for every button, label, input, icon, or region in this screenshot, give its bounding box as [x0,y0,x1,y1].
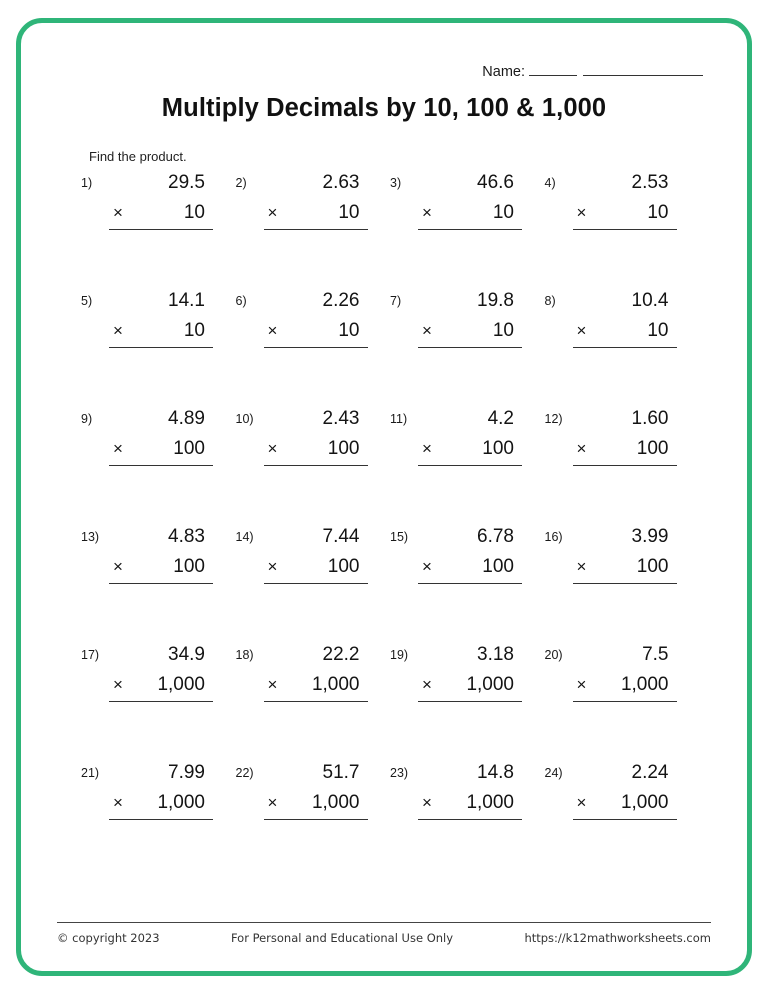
operand-bottom-row [264,436,368,462]
answer-rule[interactable] [264,819,368,820]
footer-divider [57,922,711,923]
operand-bottom: 10 [647,320,669,341]
answer-rule[interactable] [264,465,368,466]
problem-number: 23) [390,766,409,780]
problem-stack [109,288,213,348]
operand-bottom-row [109,318,213,344]
problem-number: 22) [235,766,254,780]
operand-bottom: 1,000 [311,792,360,813]
multiply-icon: × [267,793,278,812]
problem-number: 21) [81,766,100,780]
problem-item [230,288,385,406]
multiply-icon: × [267,675,278,694]
copyright-text: © copyright 2023 [57,931,160,945]
problem-item [539,406,694,524]
answer-rule[interactable] [573,583,677,584]
source-url[interactable]: https://k12mathworksheets.com [524,931,711,945]
multiply-icon: × [576,793,587,812]
operand-bottom-row [418,436,522,462]
problem-item [539,288,694,406]
multiply-icon: × [576,557,587,576]
problem-item [384,524,539,642]
problem-number: 17) [81,648,100,662]
name-blank-second[interactable] [583,63,703,76]
answer-rule[interactable] [109,583,213,584]
problem-stack [418,760,522,820]
multiply-icon: × [267,439,278,458]
problem-item [75,760,230,878]
operand-bottom: 1,000 [620,792,669,813]
operand-top: 7.44 [322,526,360,547]
answer-rule[interactable] [573,229,677,230]
operand-top: 51.7 [322,762,360,783]
operand-bottom: 100 [327,438,360,459]
operand-bottom-row [109,554,213,580]
operand-bottom-row [573,436,677,462]
operand-top: 7.5 [642,644,669,665]
usage-text: For Personal and Educational Use Only [230,931,454,945]
problem-stack [109,642,213,702]
multiply-icon: × [113,439,123,458]
problem-stack [573,642,677,702]
operand-bottom-row [264,318,368,344]
operand-bottom: 10 [492,320,514,341]
problem-stack [573,288,677,348]
problem-number: 20) [544,648,563,662]
problem-stack [264,288,368,348]
problem-item [230,524,385,642]
problem-stack [264,406,368,466]
operand-bottom: 100 [636,556,669,577]
operand-bottom-row [264,200,368,226]
problem-number: 7) [390,294,402,308]
operand-bottom-row [573,318,677,344]
operand-bottom-row [264,554,368,580]
operand-bottom-row [418,790,522,816]
problem-number: 19) [390,648,409,662]
problem-item [75,288,230,406]
operand-bottom: 1,000 [620,674,669,695]
problem-item [539,642,694,760]
problem-number: 14) [235,530,254,544]
problem-number: 4) [544,176,556,190]
multiply-icon: × [422,557,432,576]
answer-rule[interactable] [109,819,213,820]
name-blank-first[interactable] [529,63,577,76]
problem-number: 6) [235,294,247,308]
multiply-icon: × [267,321,278,340]
answer-rule[interactable] [573,347,677,348]
operand-bottom-row [573,554,677,580]
multiply-icon: × [422,203,432,222]
answer-rule[interactable] [418,465,522,466]
operand-top: 7.99 [168,762,205,783]
operand-bottom-row [264,672,368,698]
answer-rule[interactable] [264,229,368,230]
answer-rule[interactable] [109,465,213,466]
problem-item [75,406,230,524]
answer-rule[interactable] [418,701,522,702]
operand-top: 19.8 [477,290,514,311]
problem-stack [418,642,522,702]
problem-item [230,406,385,524]
problem-stack [573,760,677,820]
operand-bottom-row [573,672,677,698]
operand-top: 4.89 [168,408,205,429]
name-label: Name: [482,64,525,80]
operand-top: 2.53 [631,172,669,193]
problem-stack [418,288,522,348]
problem-item [384,760,539,878]
operand-top: 4.2 [487,408,514,429]
problem-stack [109,524,213,584]
answer-rule[interactable] [573,819,677,820]
problem-stack [109,406,213,466]
problem-stack [573,170,677,230]
operand-bottom: 1,000 [311,674,360,695]
problem-item [75,170,230,288]
operand-bottom-row [418,672,522,698]
problem-stack [573,524,677,584]
operand-bottom-row [418,318,522,344]
multiply-icon: × [113,793,123,812]
problem-number: 24) [544,766,563,780]
operand-bottom-row [573,200,677,226]
operand-bottom-row [264,790,368,816]
operand-top: 34.9 [168,644,205,665]
operand-bottom-row [109,200,213,226]
operand-top: 14.8 [477,762,514,783]
problem-item [539,170,694,288]
problem-grid [75,170,693,878]
answer-rule[interactable] [573,701,677,702]
problem-number: 8) [544,294,556,308]
problem-item [384,170,539,288]
problem-number: 15) [390,530,409,544]
operand-bottom-row [418,200,522,226]
problem-number: 16) [544,530,563,544]
operand-top: 2.24 [631,762,669,783]
worksheet-border [16,18,752,976]
operand-bottom: 10 [338,320,360,341]
multiply-icon: × [422,793,432,812]
problem-item [384,642,539,760]
problem-item [384,288,539,406]
operand-bottom-row [109,790,213,816]
problem-stack [418,524,522,584]
operand-bottom: 100 [482,438,514,459]
operand-bottom: 100 [636,438,669,459]
multiply-icon: × [422,321,432,340]
multiply-icon: × [422,675,432,694]
problem-item [230,642,385,760]
operand-bottom: 100 [173,556,205,577]
problem-number: 13) [81,530,100,544]
problem-item [539,760,694,878]
multiply-icon: × [267,557,278,576]
operand-bottom: 100 [327,556,360,577]
problem-stack [109,170,213,230]
problem-stack [418,406,522,466]
operand-top: 2.43 [322,408,360,429]
problem-number: 11) [390,412,408,426]
problem-number: 10) [235,412,254,426]
answer-rule[interactable] [418,819,522,820]
operand-top: 14.1 [168,290,205,311]
page-title: Multiply Decimals by 10, 100 & 1,000 [161,94,607,122]
operand-bottom-row [418,554,522,580]
problem-stack [418,170,522,230]
multiply-icon: × [422,439,432,458]
problem-item [230,760,385,878]
problem-number: 9) [81,412,93,426]
operand-bottom-row [109,436,213,462]
operand-top: 1.60 [631,408,669,429]
operand-bottom: 10 [492,202,514,223]
multiply-icon: × [576,439,587,458]
problem-number: 18) [235,648,254,662]
problem-stack [573,406,677,466]
operand-top: 3.18 [477,644,514,665]
operand-top: 22.2 [322,644,360,665]
operand-top: 29.5 [168,172,205,193]
operand-bottom: 1,000 [157,674,205,695]
answer-rule[interactable] [418,347,522,348]
problem-stack [109,760,213,820]
operand-top: 10.4 [631,290,669,311]
instruction-text: Find the product. [89,149,187,164]
problem-number: 12) [544,412,563,426]
operand-bottom: 1,000 [466,792,514,813]
operand-top: 4.83 [168,526,205,547]
operand-bottom: 10 [183,202,205,223]
problem-item [230,170,385,288]
problem-number: 5) [81,294,93,308]
answer-rule[interactable] [418,583,522,584]
problem-stack [264,170,368,230]
answer-rule[interactable] [109,229,213,230]
answer-rule[interactable] [264,701,368,702]
problem-item [384,406,539,524]
problem-item [75,642,230,760]
answer-rule[interactable] [109,701,213,702]
operand-bottom: 10 [647,202,669,223]
operand-bottom: 1,000 [157,792,205,813]
problem-number: 3) [390,176,402,190]
multiply-icon: × [113,675,123,694]
operand-top: 3.99 [631,526,669,547]
multiply-icon: × [576,675,587,694]
answer-rule[interactable] [573,465,677,466]
operand-bottom-row [109,672,213,698]
problem-item [75,524,230,642]
operand-bottom-row [573,790,677,816]
operand-bottom: 100 [482,556,514,577]
operand-bottom: 1,000 [466,674,514,695]
operand-bottom: 100 [173,438,205,459]
operand-bottom: 10 [338,202,360,223]
footer-row [57,931,711,945]
operand-top: 46.6 [477,172,514,193]
operand-bottom: 10 [183,320,205,341]
answer-rule[interactable] [264,583,368,584]
answer-rule[interactable] [418,229,522,230]
multiply-icon: × [576,321,587,340]
operand-top: 2.26 [322,290,360,311]
multiply-icon: × [576,203,587,222]
problem-stack [264,524,368,584]
footer [57,922,711,945]
problem-item [539,524,694,642]
answer-rule[interactable] [264,347,368,348]
problem-stack [264,642,368,702]
multiply-icon: × [113,557,123,576]
problem-number: 2) [235,176,247,190]
multiply-icon: × [267,203,278,222]
problem-stack [264,760,368,820]
problem-number: 1) [81,176,93,190]
answer-rule[interactable] [109,347,213,348]
name-row [57,63,711,80]
operand-top: 2.63 [322,172,360,193]
multiply-icon: × [113,321,123,340]
multiply-icon: × [113,203,123,222]
operand-top: 6.78 [477,526,514,547]
